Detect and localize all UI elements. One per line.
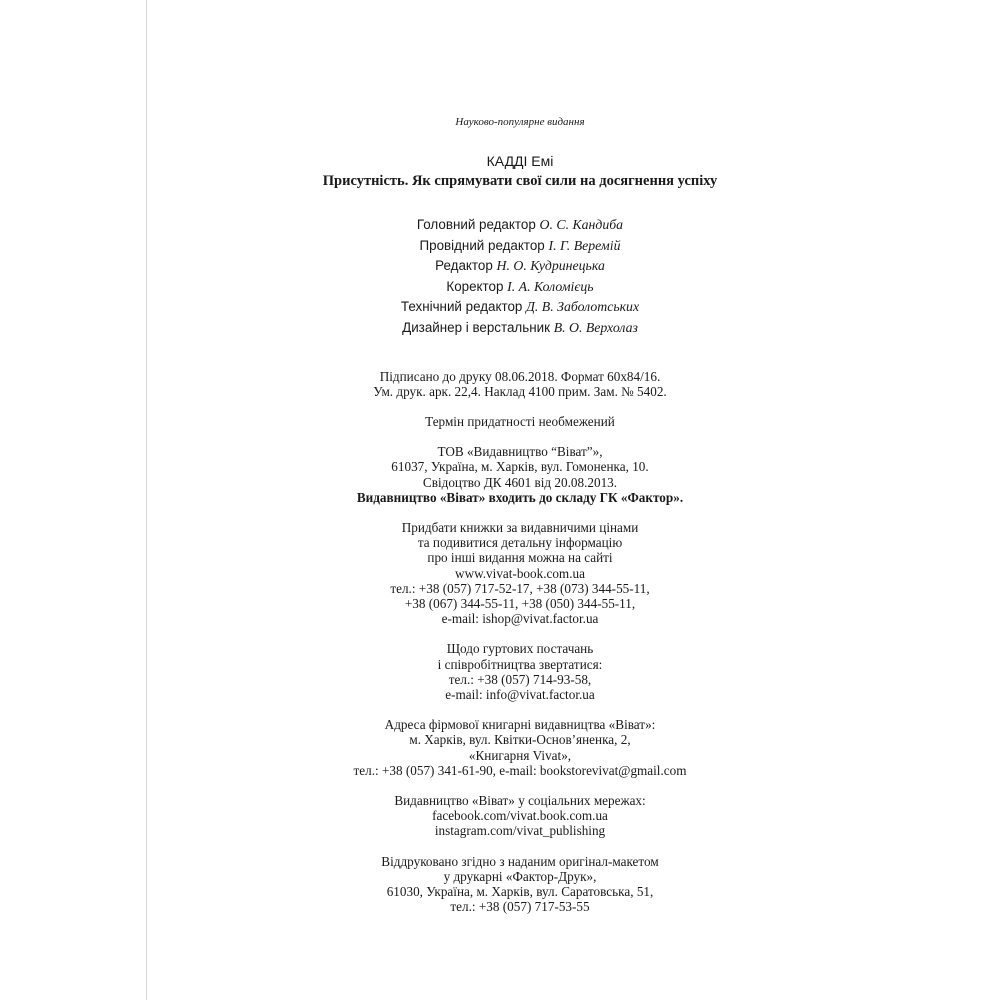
purchase-line: Придбати книжки за видавничими цінами bbox=[401, 519, 639, 535]
publisher-group-note: Видавництво «Віват» входить до складу ГК «Фактор». bbox=[356, 489, 684, 505]
printing-line: 61030, Україна, м. Харків, вул. Саратовська, 51, bbox=[386, 884, 654, 900]
facebook-link[interactable]: facebook.com/vivat.book.com.ua bbox=[432, 808, 608, 824]
credit-role: Коректор bbox=[446, 278, 504, 294]
wholesale-line: Щодо гуртових постачань bbox=[446, 641, 594, 657]
credit-name: В. О. Верхолаз bbox=[553, 319, 638, 335]
credit-proofreader bbox=[200, 277, 840, 298]
credit-role: Головний редактор bbox=[416, 217, 536, 232]
credit-role: Провідний редактор bbox=[419, 237, 545, 253]
genre-label: Науково-популярне видання bbox=[455, 116, 585, 128]
credit-name: І. А. Коломієць bbox=[507, 278, 594, 294]
store-block bbox=[200, 717, 840, 778]
print-info-line: Підписано до друку 08.06.2018. Формат 60х84/16. bbox=[379, 368, 661, 384]
editorial-credits bbox=[200, 215, 840, 339]
credit-name: О. С. Кандиба bbox=[539, 217, 624, 232]
credit-chief-editor bbox=[200, 215, 840, 236]
print-info-block bbox=[200, 369, 840, 399]
wholesale-block bbox=[200, 641, 840, 702]
info-email-link[interactable]: e-mail: info@vivat.factor.ua bbox=[445, 687, 595, 703]
imprint-page bbox=[200, 0, 840, 914]
wholesale-phone: тел.: +38 (057) 714-93-58, bbox=[448, 671, 592, 687]
shop-email-link[interactable]: e-mail: ishop@vivat.factor.ua bbox=[441, 611, 599, 627]
website-link[interactable]: www.vivat-book.com.ua bbox=[455, 565, 585, 581]
book-author: КАДДІ Емі bbox=[486, 153, 554, 169]
social-block bbox=[200, 793, 840, 839]
printing-phone: тел.: +38 (057) 717-53-55 bbox=[450, 899, 590, 915]
publisher-line: 61037, Україна, м. Харків, вул. Гомоненка, 10. bbox=[391, 459, 649, 475]
credit-name: І. Г. Веремій bbox=[548, 237, 621, 253]
printing-block bbox=[200, 854, 840, 915]
purchase-line: про інші видання можна на сайті bbox=[427, 550, 613, 566]
publisher-line: Свідоцтво ДК 4601 від 20.08.2013. bbox=[422, 474, 618, 490]
credit-lead-editor bbox=[200, 236, 840, 257]
book-title: Присутність. Як спрямувати свої сили на досягнення успіху bbox=[322, 173, 718, 189]
store-contacts: тел.: +38 (057) 341-61-90, e-mail: bookstorevivat@gmail.com bbox=[353, 762, 687, 778]
purchase-phones: тел.: +38 (057) 717-52-17, +38 (073) 344-55-11, bbox=[390, 580, 650, 596]
store-line: «Книгарня Vivat», bbox=[468, 747, 572, 763]
shelf-life-block bbox=[200, 414, 840, 429]
page-edge-divider bbox=[146, 0, 147, 1000]
printing-line: Віддруковано згідно з наданим оригінал-макетом bbox=[381, 853, 659, 869]
credit-technical-editor bbox=[200, 297, 840, 318]
purchase-block bbox=[200, 520, 840, 626]
credit-role: Дизайнер і верстальник bbox=[402, 319, 550, 335]
publisher-line: ТОВ «Видавництво “Віват”», bbox=[437, 444, 603, 460]
wholesale-line: і співробітництва звертатися: bbox=[437, 656, 603, 672]
shelf-life-text: Термін придатності необмежений bbox=[425, 413, 615, 429]
credit-role: Редактор bbox=[435, 258, 493, 274]
credit-editor bbox=[200, 256, 840, 277]
purchase-line: та подивитися детальну інформацію bbox=[417, 535, 623, 551]
credit-role: Технічний редактор bbox=[400, 299, 523, 315]
credit-name: Н. О. Кудринецька bbox=[496, 258, 605, 274]
social-line: Видавництво «Віват» у соціальних мережах: bbox=[394, 793, 646, 809]
store-line: м. Харків, вул. Квітки-Основ’яненка, 2, bbox=[409, 732, 631, 748]
credit-designer bbox=[200, 318, 840, 339]
print-info-line: Ум. друк. арк. 22,4. Наклад 4100 прим. Зам. № 5402. bbox=[373, 383, 667, 399]
publisher-block bbox=[200, 444, 840, 505]
instagram-link[interactable]: instagram.com/vivat_publishing bbox=[434, 823, 606, 839]
credit-name: Д. В. Заболотських bbox=[526, 299, 640, 315]
printing-line: у друкарні «Фактор-Друк», bbox=[443, 868, 597, 884]
store-line: Адреса фірмової книгарні видавництва «Віват»: bbox=[384, 717, 656, 733]
purchase-phones: +38 (067) 344-55-11, +38 (050) 344-55-11, bbox=[404, 596, 636, 611]
